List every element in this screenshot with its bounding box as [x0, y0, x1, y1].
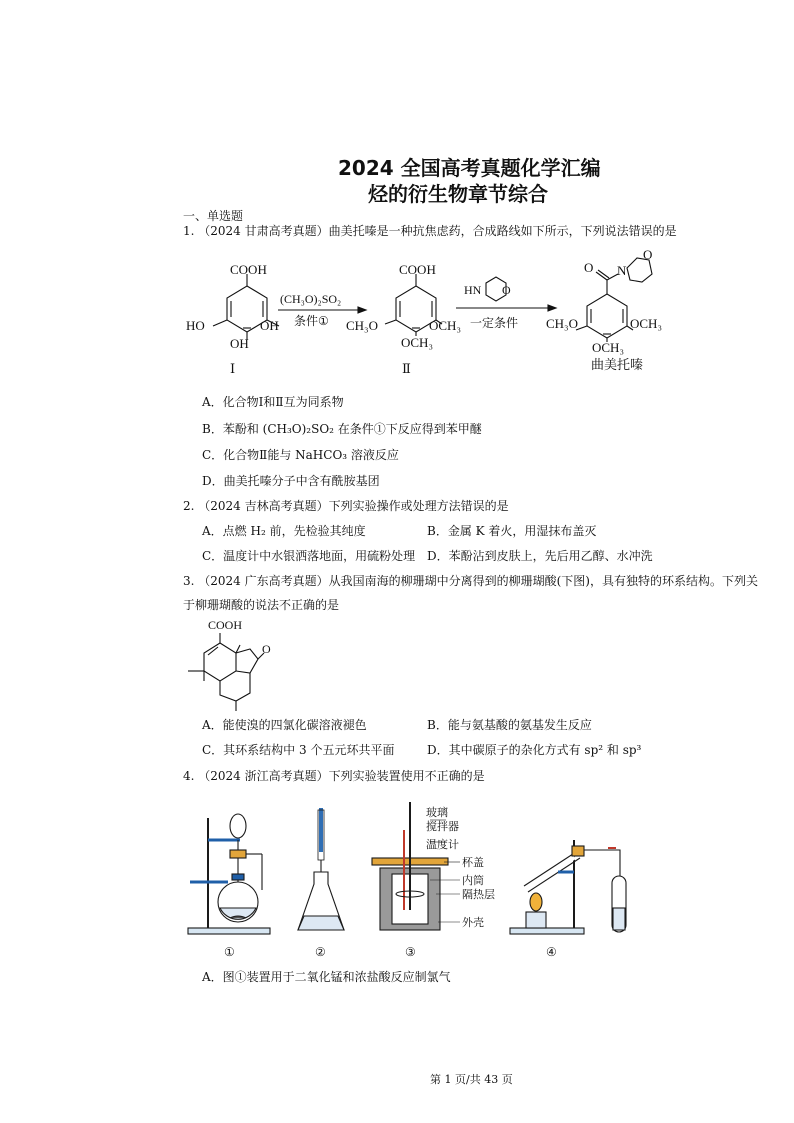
document-subtitle: 烃的衍生物章节综合 [368, 182, 548, 206]
subergorgic-acid-structure [180, 615, 290, 715]
apparatus-4 [510, 840, 626, 934]
q3-option-a: A．能使溴的四氯化碳溶液褪色 [202, 718, 367, 732]
compound-II-cooh: COOH [399, 262, 436, 277]
compound-II-structure [346, 262, 461, 376]
product-morpholine-o: O [643, 248, 653, 262]
label-stirrer: 搅拌器 [426, 820, 459, 833]
document-title: 2024 全国高考真题化学汇编 [338, 156, 601, 180]
question-3-stem-line2: 于柳珊瑚酸的说法不正确的是 [183, 598, 340, 612]
section-heading: 一、单选题 [183, 209, 244, 223]
q1-option-b: B．苯酚和 (CH₃O)₂SO₂ 在条件①下反应得到苯甲醚 [202, 422, 482, 436]
morpholine-o: O [502, 283, 511, 297]
product-ch3o: CH₃O [546, 316, 578, 331]
q3-option-d: D．其中碳原子的杂化方式有 sp² 和 sp³ [427, 743, 642, 757]
q2-option-a: A．点燃 H₂ 前，先检验其纯度 [202, 524, 366, 538]
compound-II-label: Ⅱ [402, 361, 411, 376]
q1-option-c: C．化合物Ⅱ能与 NaHCO₃ 溶液反应 [202, 448, 399, 462]
q1-option-a: A．化合物Ⅰ和Ⅱ互为同系物 [202, 395, 344, 409]
label-glass: 玻璃 [426, 806, 448, 819]
compound-I-oh-right: OH [260, 318, 279, 333]
product-och3-right: OCH₃ [630, 316, 662, 331]
q1-option-d: D．曲美托嗪分子中含有酰胺基团 [202, 474, 380, 488]
synthesis-scheme [180, 248, 700, 378]
question-3-stem-line1: 3. （2024 广东高考真题）从我国南海的柳珊瑚中分离得到的柳珊瑚酸(下图)，具有独特的环系结构。下列关 [183, 574, 758, 588]
q4-option-a: A．图①装置用于二氧化锰和浓盐酸反应制氯气 [202, 970, 451, 984]
figure-3-number: ③ [405, 945, 416, 959]
label-shell: 外壳 [462, 916, 484, 929]
compound-I-label: Ⅰ [230, 361, 236, 376]
apparatus-2 [298, 808, 344, 930]
compound-II-och3-bottom: OCH₃ [401, 335, 433, 350]
q3-cooh: COOH [208, 618, 243, 632]
label-inner-cylinder: 内筒 [462, 874, 484, 887]
figure-4-number: ④ [546, 945, 557, 959]
compound-II-ch3o: CH₃O [346, 318, 378, 333]
question-4-stem: 4. （2024 浙江高考真题）下列实验装置使用不正确的是 [183, 769, 485, 783]
label-insulation: 隔热层 [462, 888, 495, 901]
product-och3-bottom: OCH₃ [592, 340, 624, 355]
condition-1: 条件① [294, 314, 329, 328]
compound-I-oh-bottom: OH [230, 336, 249, 351]
figure-1-number: ① [224, 945, 235, 959]
label-lid: 杯盖 [462, 856, 484, 869]
label-thermometer: 温度计 [426, 838, 459, 851]
morpholine-hn: HN [464, 283, 482, 297]
compound-I-cooh: COOH [230, 262, 267, 277]
product-n: N [617, 263, 627, 278]
q2-option-b: B．金属 K 着火，用湿抹布盖灭 [427, 524, 597, 538]
apparatus-1 [188, 814, 270, 934]
reagent-dimethyl-sulfate: (CH₃O)₂SO₂ [280, 292, 342, 306]
compound-I-structure [186, 262, 279, 376]
q3-ketone-o: O [262, 642, 271, 656]
product-carbonyl-o: O [584, 260, 594, 275]
question-2-stem: 2. （2024 吉林高考真题）下列实验操作或处理方法错误的是 [183, 499, 509, 513]
compound-I-ho: HO [186, 318, 205, 333]
product-structure [546, 248, 662, 373]
page-footer: 第 1 页/共 43 页 [430, 1073, 513, 1086]
question-1-stem: 1. （2024 甘肃高考真题）曲美托嗪是一种抗焦虑药，合成路线如下所示，下列说法错误的是 [183, 224, 677, 238]
apparatus-figures [180, 790, 660, 970]
compound-II-och3-right: OCH₃ [429, 318, 461, 333]
condition-2: 一定条件 [470, 316, 519, 330]
q2-option-c: C．温度计中水银洒落地面，用硫粉处理 [202, 549, 416, 563]
product-name: 曲美托嗪 [591, 358, 644, 373]
figure-2-number: ② [315, 945, 326, 959]
q3-option-c: C．其环系结构中 3 个五元环共平面 [202, 743, 395, 757]
q2-option-d: D．苯酚沾到皮肤上，先后用乙醇、水冲洗 [427, 549, 653, 563]
q3-option-b: B．能与氨基酸的氨基发生反应 [427, 718, 592, 732]
